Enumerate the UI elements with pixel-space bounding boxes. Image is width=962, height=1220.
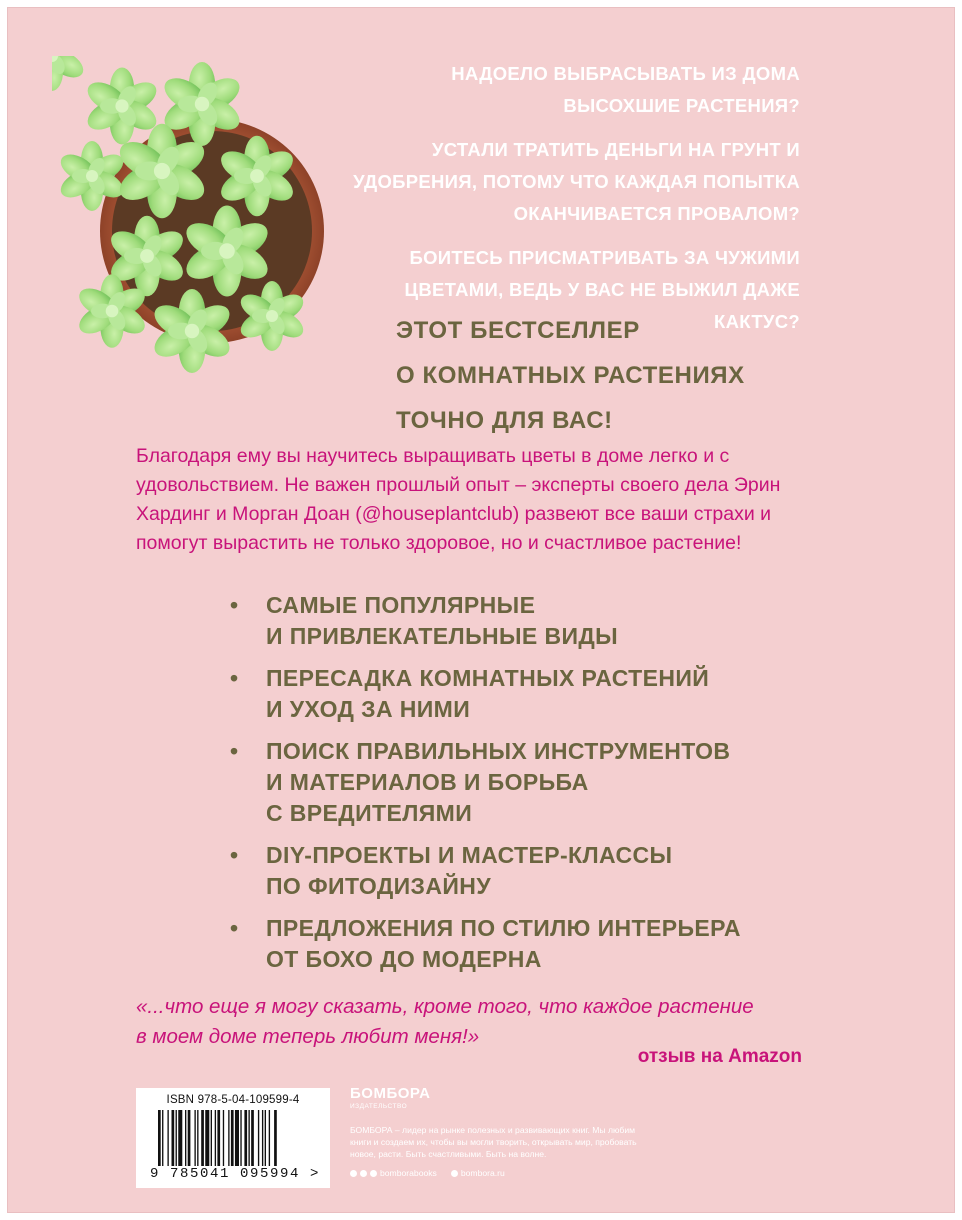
- barcode-bar: [176, 1110, 177, 1166]
- barcode-bar: [201, 1110, 204, 1166]
- facebook-icon: [350, 1170, 357, 1177]
- headline-line-2: О КОМНАТНЫХ РАСТЕНИЯХ: [396, 362, 745, 389]
- barcode-bar: [251, 1110, 254, 1166]
- bullet-icon: •: [230, 915, 239, 941]
- barcode-bar: [265, 1110, 266, 1166]
- barcode-bar: [258, 1110, 259, 1166]
- feature-text: ПОИСК ПРАВИЛЬНЫХ ИНСТРУМЕНТОВ И МАТЕРИАЛОВ И БОРЬБА С ВРЕДИТЕЛЯМИ: [266, 738, 731, 826]
- isbn-label: ISBN 978-5-04-109599-4: [166, 1094, 300, 1106]
- question-block: [308, 58, 800, 350]
- barcode-bar: [158, 1110, 161, 1166]
- feature-item: [230, 913, 830, 975]
- bullet-icon: •: [230, 842, 239, 868]
- feature-text: ПЕРЕСАДКА КОМНАТНЫХ РАСТЕНИЙ И УХОД ЗА НИМИ: [266, 665, 710, 722]
- barcode-block: [136, 1088, 330, 1188]
- publisher-logo: БОМБОРА: [350, 1085, 431, 1102]
- barcode-bar: [244, 1110, 247, 1166]
- barcode-bar: [240, 1110, 241, 1166]
- barcode-bars: [158, 1110, 310, 1166]
- barcode-bar: [178, 1110, 182, 1166]
- barcode-bar: [215, 1110, 216, 1166]
- intro-paragraph: Благодаря ему вы научитесь выращивать цветы в доме легко и с удовольствием. Не важен прошлый опыт – эксперты своего дела Эрин Хардинг и Морган Доан (@houseplantclub) развеют все ваши страхи и помогут вырастить не только здоровое, но и счастливое растение!: [136, 445, 781, 554]
- barcode-bar: [235, 1110, 239, 1166]
- headline-line-1: ЭТОТ БЕСТСЕЛЛЕР: [396, 317, 640, 344]
- bullet-icon: •: [230, 592, 239, 618]
- barcode-bar: [231, 1110, 234, 1166]
- review-quote: «...что еще я могу сказать, кроме того, что каждое растение в моем доме теперь любит меня!»: [136, 995, 754, 1048]
- succulent-plant-image: [52, 56, 332, 396]
- barcode-bar: [188, 1110, 191, 1166]
- barcode-bar: [205, 1110, 209, 1166]
- barcode-bar: [223, 1110, 224, 1166]
- barcode-bar: [167, 1110, 168, 1166]
- feature-item: [230, 590, 830, 652]
- feature-text: САМЫЕ ПОПУЛЯРНЫЕ И ПРИВЛЕКАТЕЛЬНЫЕ ВИДЫ: [266, 592, 619, 649]
- publisher-website: bombora.ru: [460, 1168, 505, 1178]
- publisher-subtitle: ИЗДАТЕЛЬСТВО: [350, 1103, 408, 1110]
- question-3: БОИТЕСЬ ПРИСМАТРИВАТЬ ЗА ЧУЖИМИ ЦВЕТАМИ, ВЕДЬ У ВАС НЕ ВЫЖИЛ ДАЖЕ КАКТУС?: [404, 247, 800, 332]
- question-2: УСТАЛИ ТРАТИТЬ ДЕНЬГИ НА ГРУНТ И УДОБРЕНИЯ, ПОТОМУ ЧТО КАЖДАЯ ПОПЫТКА ОКАНЧИВАЕТСЯ ПРОВАЛОМ?: [353, 139, 800, 224]
- barcode-bar: [197, 1110, 198, 1166]
- feature-item: [230, 663, 830, 725]
- vk-icon: [360, 1170, 367, 1177]
- barcode-bar: [162, 1110, 163, 1166]
- feature-list: [230, 590, 830, 986]
- feature-item: [230, 736, 830, 829]
- barcode-bar: [228, 1110, 229, 1166]
- ean-digits: 9 785041 095994 >: [150, 1166, 321, 1182]
- barcode-bar: [185, 1110, 186, 1166]
- globe-icon: [451, 1170, 458, 1177]
- barcode-bar: [194, 1110, 195, 1166]
- bullet-icon: •: [230, 665, 239, 691]
- book-back-cover: [8, 8, 954, 1212]
- publisher-description: БОМБОРА – лидер на рынке полезных и развивающих книг. Мы любим книги и создаем их, чтобы вы могли творить, открывать мир, пробовать новое, расти. Быть счастливыми. Быть на волне.: [350, 1125, 637, 1159]
- bullet-icon: •: [230, 738, 239, 764]
- review-source: отзыв на Amazon: [637, 1046, 802, 1067]
- barcode-bar: [274, 1110, 277, 1166]
- question-1: НАДОЕЛО ВЫБРАСЫВАТЬ ИЗ ДОМА ВЫСОХШИЕ РАСТЕНИЯ?: [451, 63, 800, 116]
- feature-text: ПРЕДЛОЖЕНИЯ ПО СТИЛЮ ИНТЕРЬЕРА ОТ БОХО ДО МОДЕРНА: [266, 915, 741, 972]
- barcode-bar: [269, 1110, 270, 1166]
- barcode-bar: [262, 1110, 263, 1166]
- barcode-bar: [172, 1110, 175, 1166]
- publisher-social: [350, 1168, 650, 1178]
- barcode-bar: [248, 1110, 249, 1166]
- instagram-icon: [370, 1170, 377, 1177]
- feature-item: [230, 840, 830, 902]
- publisher-block: [350, 1086, 650, 1178]
- feature-text: DIY-ПРОЕКТЫ И МАСТЕР-КЛАССЫ ПО ФИТОДИЗАЙНУ: [266, 842, 673, 899]
- headline: [396, 308, 816, 443]
- barcode-bar: [217, 1110, 220, 1166]
- social-handle: bomborabooks: [380, 1168, 437, 1178]
- barcode-bar: [211, 1110, 212, 1166]
- headline-line-3: ТОЧНО ДЛЯ ВАС!: [396, 407, 613, 434]
